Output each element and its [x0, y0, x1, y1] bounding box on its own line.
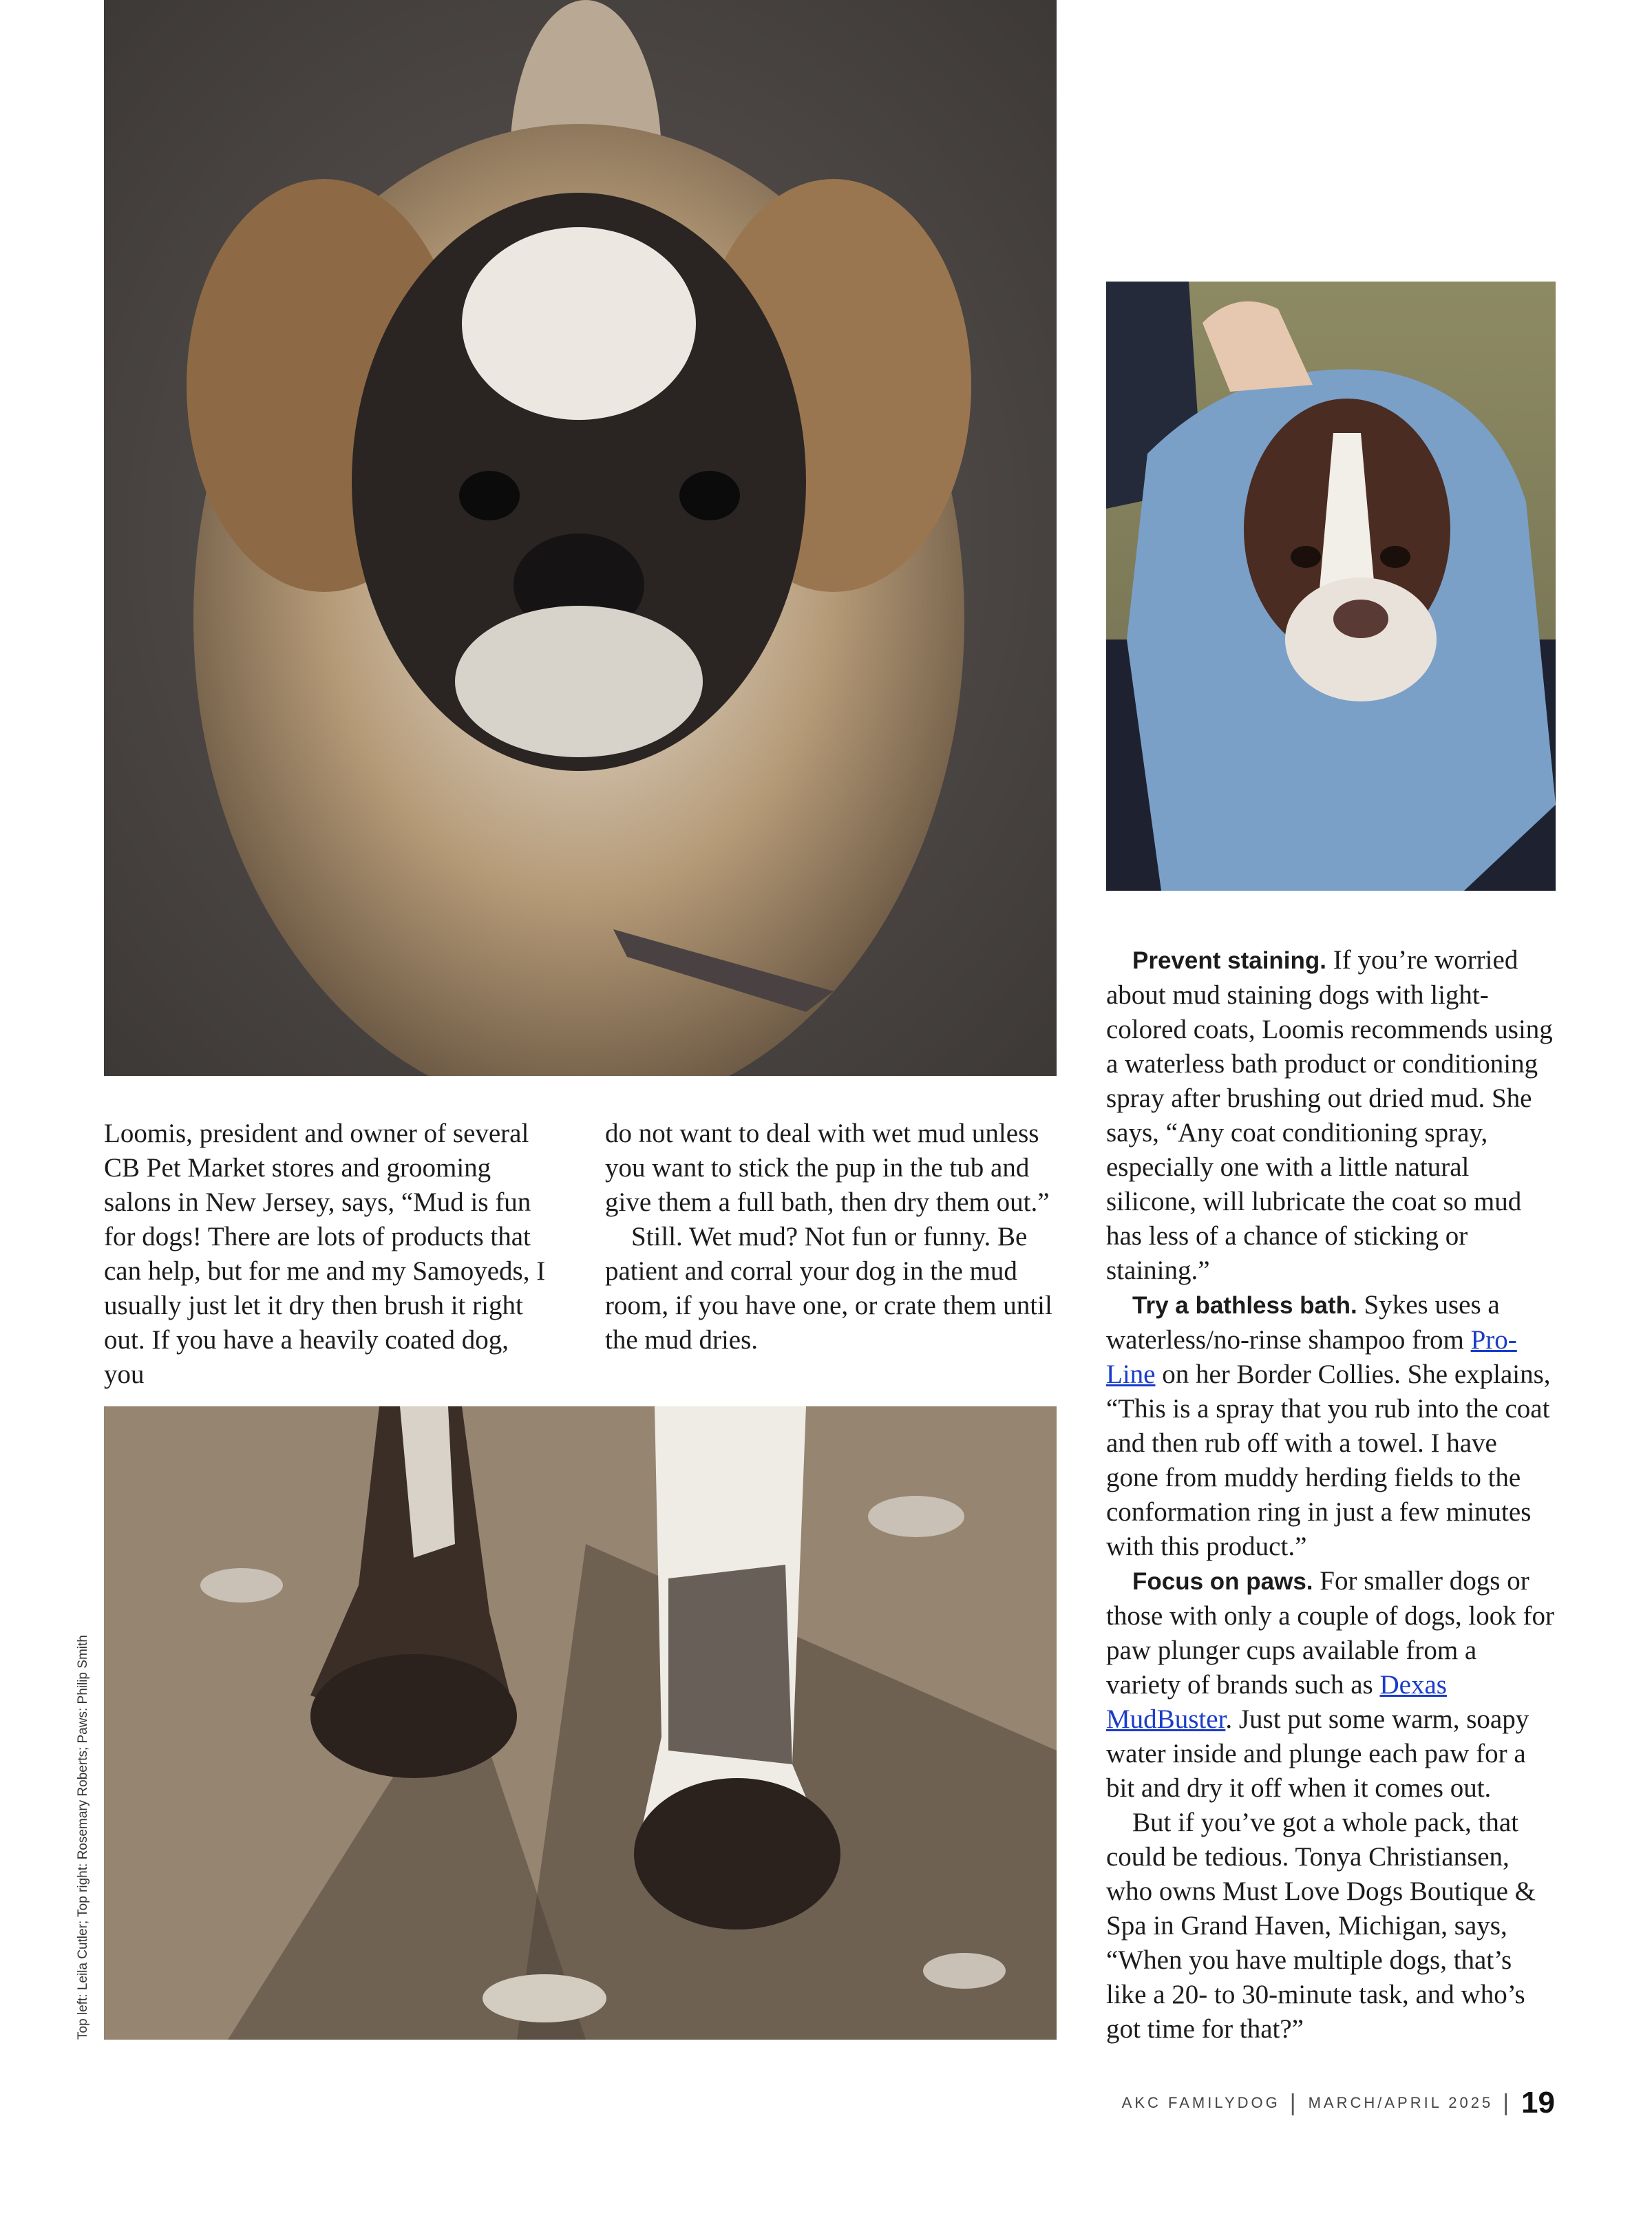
- photo-muddy-paws: [104, 1406, 1057, 2040]
- tip-text-prevent-staining: If you’re worried about mud staining dogs with light-colored coats, Loomis recommends using a waterless bath product or conditioning spray after brushing out dried mud. She says, “Any coat conditioning spray, especially one with a little natural silicone, will lubricate the coat so mud has less of a chance of sticking or staining.”: [1106, 945, 1553, 1285]
- photo-credit: Top left: Leila Cutler; Top right: Rosemary Roberts; Paws: Philip Smith: [76, 1635, 90, 2040]
- photo-spaniel-towel: [1106, 282, 1556, 891]
- tip-text-bathless-bath-b: on her Border Collies. She explains, “This is a spray that you rub into the coat and then rub off with a towel. I have gone from muddy herding fields to the conformation ring in just a few minutes with this product.”: [1106, 1360, 1551, 1561]
- issue-date: MARCH/APRIL 2025: [1308, 2094, 1494, 2111]
- tip-text-focus-on-paws-a: For smaller dogs or those with only a couple of dogs, look for paw plunger cups available from a variety of brands such as: [1106, 1566, 1554, 1700]
- tip-heading-bathless-bath: Try a bathless bath.: [1132, 1292, 1357, 1319]
- tip-focus-on-paws: [1106, 1564, 1556, 1806]
- page-footer: [1122, 2086, 1555, 2120]
- photo-shih-tzu-muddy: [104, 0, 1057, 1076]
- middle-paragraph-2: Still. Wet mud? Not fun or funny. Be patient and corral your dog in the mud room, if you have one, or crate them until the mud dries.: [605, 1222, 1052, 1355]
- footer-divider: |: [1289, 2089, 1299, 2116]
- tip-heading-focus-on-paws: Focus on paws.: [1132, 1568, 1313, 1595]
- right-column: [1106, 943, 1556, 2047]
- dexas-mudbuster-link[interactable]: Dexas MudBuster: [1106, 1670, 1447, 1734]
- left-column: [104, 1117, 555, 1392]
- tip-text-focus-on-paws-b: . Just put some warm, soapy water inside and plunge each paw for a bit and dry it off when it comes out.: [1106, 1704, 1529, 1803]
- right-paragraph-4: But if you’ve got a whole pack, that could be tedious. Tonya Christiansen, who owns Must Love Dogs Boutique & Spa in Grand Haven, Michigan, says, “When you have multiple dogs, that’s like a 20- to 30-minute task, and who’s got time for that?”: [1106, 1808, 1536, 2044]
- pro-line-link[interactable]: Pro-Line: [1106, 1325, 1517, 1389]
- footer-divider: |: [1503, 2089, 1512, 2116]
- tip-bathless-bath: [1106, 1288, 1556, 1564]
- tip-text-bathless-bath-a: Sykes uses a waterless/no-rinse shampoo from: [1106, 1290, 1500, 1355]
- left-paragraph-1: Loomis, president and owner of several CB Pet Market stores and grooming salons in New Jersey, says, “Mud is fun for dogs! There are lots of products that can help, but for me and my Samoyeds, I usually just let it dry then brush it right out. If you have a heavily coated dog, you: [104, 1119, 546, 1389]
- middle-column: [605, 1117, 1056, 1357]
- tip-prevent-staining: [1106, 943, 1556, 1288]
- tip-heading-prevent-staining: Prevent staining.: [1132, 947, 1327, 974]
- middle-paragraph-1: do not want to deal with wet mud unless you want to stick the pup in the tub and give them a full bath, then dry them out.”: [605, 1119, 1050, 1217]
- magazine-name: AKC FAMILYDOG: [1121, 2094, 1280, 2111]
- page-number: 19: [1521, 2086, 1555, 2119]
